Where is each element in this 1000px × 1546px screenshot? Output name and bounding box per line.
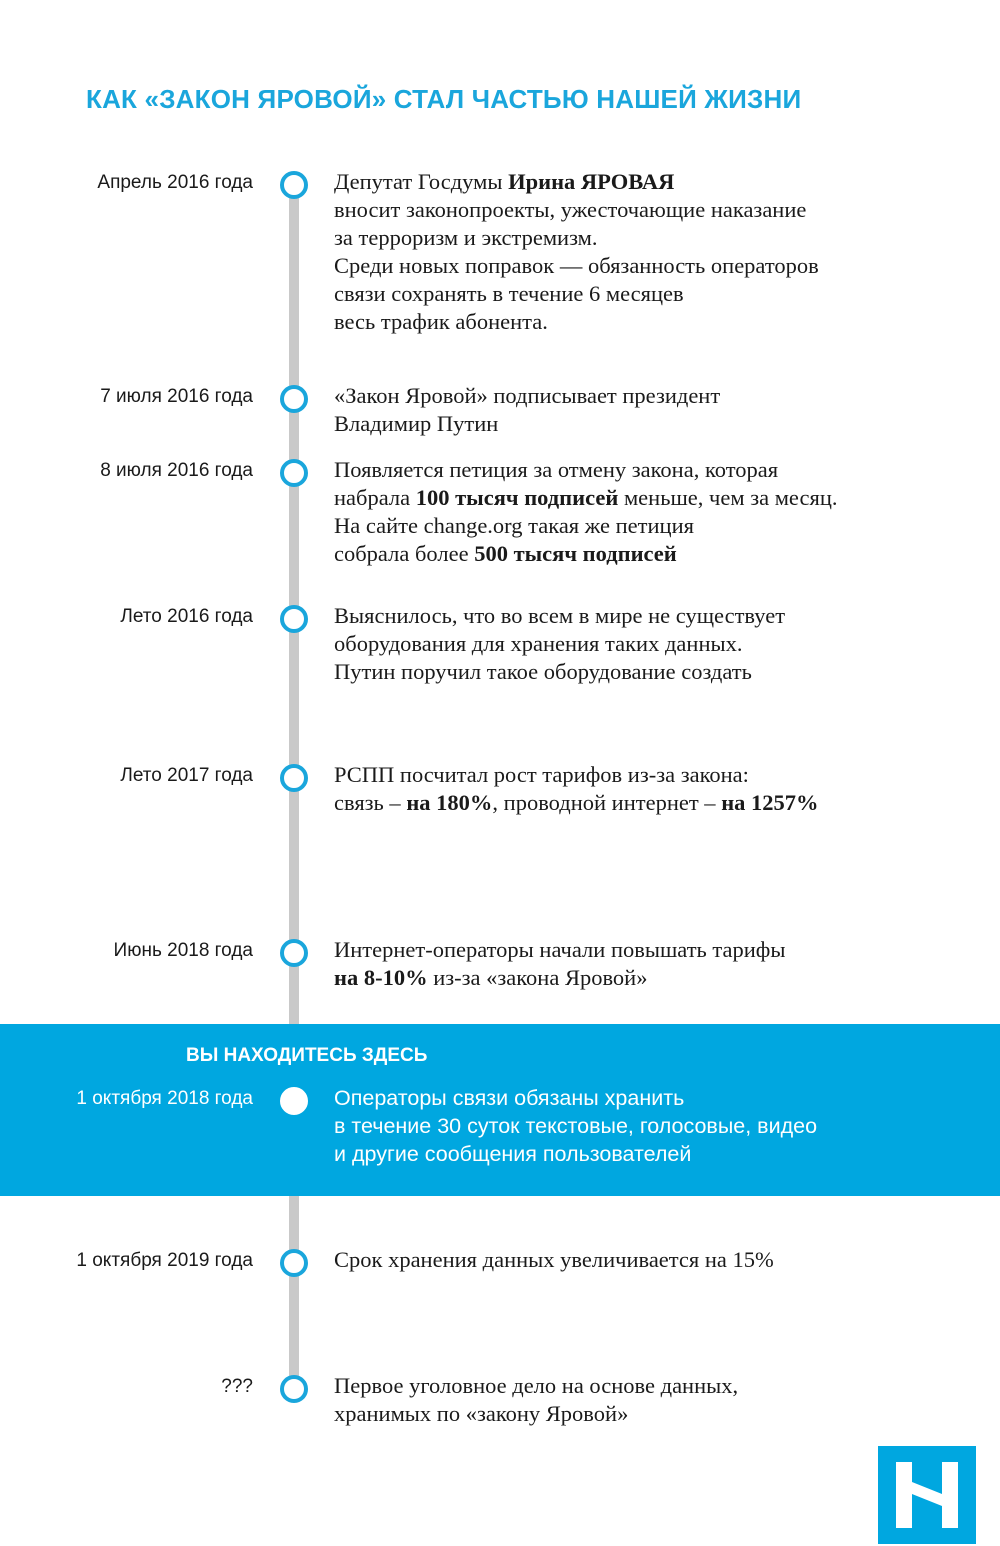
description-text: Интернет-операторы начали повышать тарифы: [334, 937, 786, 962]
description-text: и другие сообщения пользователей: [334, 1142, 692, 1166]
timeline-marker-icon: [280, 171, 308, 199]
event-description-line: [334, 252, 974, 280]
event-description-line: [334, 168, 974, 196]
event-description-line: [334, 382, 974, 410]
description-text: вносит законопроекты, ужесточающие наказание: [334, 197, 807, 222]
description-text: хранимых по «закону Яровой»: [334, 1401, 629, 1426]
event-description-line: [334, 936, 974, 964]
emphasis-text: 100 тысяч подписей: [415, 485, 619, 510]
description-text: Владимир Путин: [334, 411, 499, 436]
description-text: из-за «закона Яровой»: [427, 965, 648, 990]
event-description-line: [334, 789, 974, 817]
description-text: На сайте change.org такая же петиция: [334, 513, 694, 538]
event-description-line: [334, 761, 974, 789]
timeline-marker-icon: [280, 459, 308, 487]
description-text: собрала более: [334, 541, 475, 566]
current-marker-icon: [280, 1087, 308, 1115]
event-description: [334, 1084, 974, 1168]
event-description-line: [334, 1246, 974, 1274]
event-description-line: [334, 602, 974, 630]
event-date: 1 октября 2019 года: [76, 1250, 253, 1271]
description-text: Среди новых поправок — обязанность операторов: [334, 253, 819, 278]
event-date: ???: [221, 1376, 253, 1397]
description-text: РСПП посчитал рост тарифов из-за закона:: [334, 762, 749, 787]
event-description-line: [334, 964, 974, 992]
description-text: связь –: [334, 790, 407, 815]
description-text: Выяснилось, что во всем в мире не существует: [334, 603, 786, 628]
description-text: , проводной интернет –: [492, 790, 722, 815]
event-description: [334, 1372, 974, 1428]
event-description-line: [334, 658, 974, 686]
event-date: Июнь 2018 года: [113, 940, 253, 961]
infographic-title: КАК «ЗАКОН ЯРОВОЙ» СТАЛ ЧАСТЬЮ НАШЕЙ ЖИЗНИ: [86, 84, 802, 114]
description-text: оборудования для хранения таких данных.: [334, 631, 743, 656]
event-description-line: [334, 1400, 974, 1428]
event-description: [334, 936, 974, 992]
description-text: Путин поручил такое оборудование создать: [334, 659, 752, 684]
description-text: Срок хранения данных увеличивается на 15%: [334, 1247, 774, 1272]
publication-logo-icon: [878, 1446, 976, 1544]
event-description-line: [334, 410, 974, 438]
emphasis-text: на 180%: [406, 790, 493, 815]
description-text: в течение 30 суток текстовые, голосовые, видео: [334, 1114, 818, 1138]
event-description: [334, 1246, 974, 1274]
event-description-line: [334, 1112, 974, 1140]
description-text: весь трафик абонента.: [334, 309, 548, 334]
event-description: [334, 382, 974, 438]
description-text: Операторы связи обязаны хранить: [334, 1086, 685, 1110]
timeline-marker-icon: [280, 385, 308, 413]
timeline-marker-icon: [280, 1375, 308, 1403]
timeline-marker-icon: [280, 605, 308, 633]
timeline-marker-icon: [280, 1249, 308, 1277]
event-description-line: [334, 280, 974, 308]
emphasis-text: на 8-10%: [334, 965, 428, 990]
event-description-line: [334, 484, 974, 512]
current-period-label: ВЫ НАХОДИТЕСЬ ЗДЕСЬ: [186, 1045, 428, 1066]
description-text: Первое уголовное дело на основе данных,: [334, 1373, 739, 1398]
event-description: [334, 602, 974, 686]
event-description-line: [334, 540, 974, 568]
description-text: набрала: [334, 485, 416, 510]
description-text: меньше, чем за месяц.: [618, 485, 838, 510]
emphasis-text: на 1257%: [721, 790, 819, 815]
event-date: 1 октября 2018 года: [76, 1088, 253, 1109]
event-description: [334, 456, 974, 568]
event-date: 8 июля 2016 года: [100, 460, 253, 481]
event-description-line: [334, 1084, 974, 1112]
description-text: связи сохранять в течение 6 месяцев: [334, 281, 684, 306]
description-text: «Закон Яровой» подписывает президент: [334, 383, 721, 408]
event-description-line: [334, 630, 974, 658]
event-date: Лето 2016 года: [120, 606, 253, 627]
event-description-line: [334, 1372, 974, 1400]
event-date: Лето 2017 года: [120, 765, 253, 786]
event-description-line: [334, 196, 974, 224]
timeline-marker-icon: [280, 764, 308, 792]
emphasis-text: 500 тысяч подписей: [474, 541, 677, 566]
event-description-line: [334, 456, 974, 484]
event-description: [334, 761, 974, 817]
event-description-line: [334, 512, 974, 540]
event-description: [334, 168, 974, 336]
description-text: Появляется петиция за отмену закона, которая: [334, 457, 779, 482]
emphasis-text: Ирина ЯРОВАЯ: [508, 169, 675, 194]
event-date: Апрель 2016 года: [97, 172, 253, 193]
event-description-line: [334, 1140, 974, 1168]
description-text: за терроризм и экстремизм.: [334, 225, 598, 250]
event-date: 7 июля 2016 года: [100, 386, 253, 407]
event-description-line: [334, 224, 974, 252]
event-description-line: [334, 308, 974, 336]
description-text: Депутат Госдумы: [334, 169, 509, 194]
timeline-marker-icon: [280, 939, 308, 967]
